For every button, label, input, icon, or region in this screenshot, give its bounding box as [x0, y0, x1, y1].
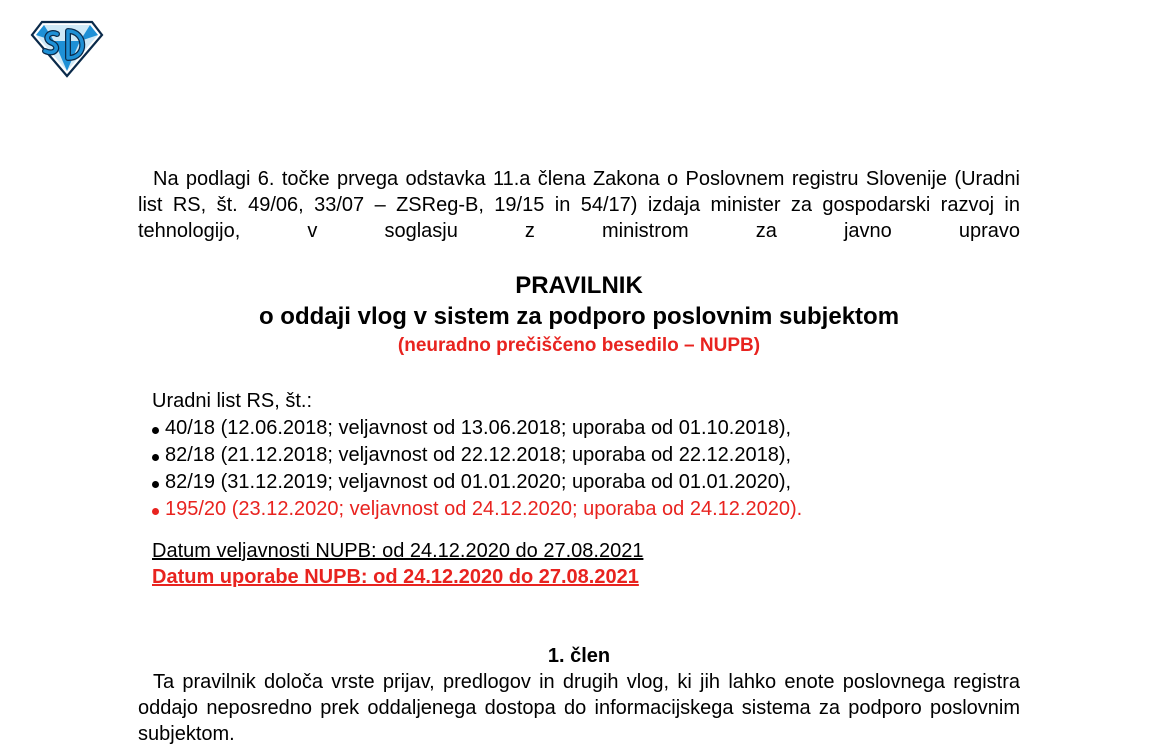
application-date: Datum uporabe NUPB: od 24.12.2020 do 27.08.2021: [152, 566, 639, 588]
gazette-heading: Uradni list RS, št.:: [152, 390, 313, 412]
bullet-icon: [152, 427, 159, 434]
bullet-icon: [152, 454, 159, 461]
gazette-item: 40/18 (12.06.2018; veljavnost od 13.06.2018; uporaba od 01.10.2018),: [152, 415, 802, 442]
bullet-icon: [152, 481, 159, 488]
gazette-item: 82/18 (21.12.2018; veljavnost od 22.12.2018; uporaba od 22.12.2018),: [152, 442, 802, 469]
gazette-item: 82/19 (31.12.2019; veljavnost od 01.01.2020; uporaba od 01.01.2020),: [152, 469, 802, 496]
document-status: (neuradno prečiščeno besedilo – NUPB): [397, 335, 761, 356]
article-paragraph: Ta pravilnik določa vrste prijav, predlogov in drugih vlog, ki jih lahko enote poslovnega registra oddajo neposredno prek oddaljenega dostopa do informacijskega sistema za podporo poslovnim subjektom.: [138, 671, 1020, 745]
document-heading: [138, 271, 1020, 359]
article-title: 1. člen: [547, 645, 611, 667]
intro-paragraph: Na podlagi 6. točke prvega odstavka 11.a člena Zakona o Poslovnem registru Slovenije (Uradni list RS, št. 49/06, 33/07 – ZSReg-B, 19/15 in 54/17) izdaja minister za gospodarski razvoj in tehnologijo, v soglasju z ministrom za javno upravo: [138, 168, 1020, 242]
document-title: PRAVILNIK: [515, 272, 643, 299]
diamond-shield-logo-icon: [30, 18, 104, 78]
gazette-list: [152, 415, 802, 523]
bullet-icon: [152, 508, 159, 515]
gazette-item: 195/20 (23.12.2020; veljavnost od 24.12.2020; uporaba od 24.12.2020).: [152, 496, 802, 523]
gazette-references: [152, 388, 802, 523]
document-subtitle: o oddaji vlog v sistem za podporo poslovnim subjektom: [258, 303, 900, 330]
nupb-dates: [152, 538, 643, 590]
validity-date: Datum veljavnosti NUPB: od 24.12.2020 do 27.08.2021: [152, 540, 644, 562]
